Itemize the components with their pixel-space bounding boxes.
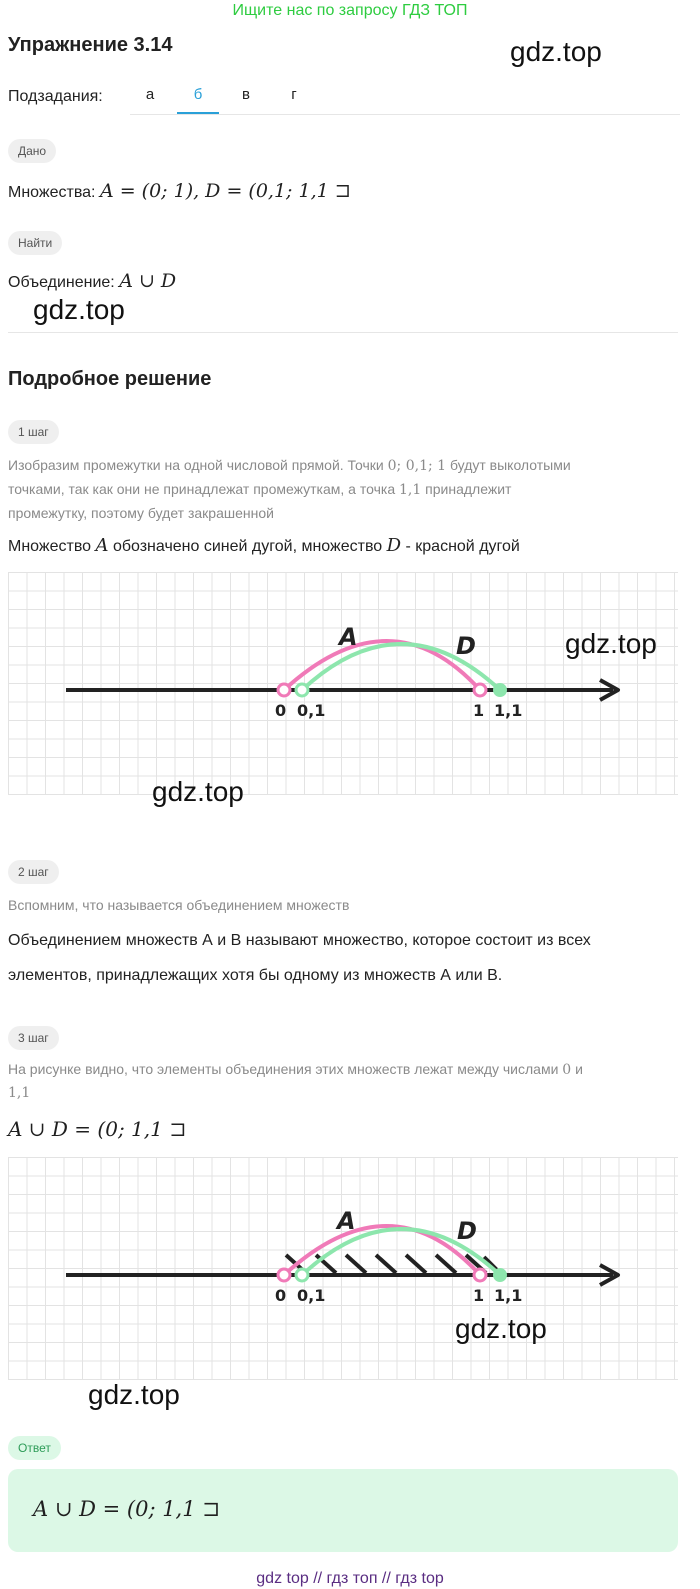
watermark: gdz.top — [510, 36, 602, 67]
answer-formula: A ∪ D = (0; 1,1 ⊐ — [33, 1497, 221, 1521]
step1-description — [8, 535, 520, 556]
search-banner[interactable]: Ищите нас по запросу ГДЗ ТОП — [232, 2, 468, 19]
label-d: D — [457, 1217, 477, 1245]
subtasks-label: Подзадания: — [8, 88, 103, 105]
step3-math: 0 — [562, 1062, 572, 1078]
tick-label: 0,1 — [297, 1286, 326, 1305]
find-chip: Найти — [8, 231, 62, 255]
desc-math-a: A — [95, 535, 109, 556]
answer-chip: Ответ — [8, 1436, 61, 1460]
number-line-figure-1 — [8, 572, 678, 795]
tick-label: 1 — [473, 701, 485, 720]
tab-b[interactable]: б — [193, 86, 203, 103]
desc-text: - красной дугой — [405, 538, 520, 555]
answer-box — [8, 1469, 678, 1552]
tick-label: 1,1 — [494, 701, 523, 720]
desc-text: обозначено синей дугой, множество — [112, 538, 383, 555]
point-0 — [278, 684, 290, 696]
given-label: Множества: — [8, 184, 96, 201]
step3-text: и — [575, 1061, 583, 1077]
tick-label: 1,1 — [494, 1286, 523, 1305]
point-0-1 — [296, 684, 308, 696]
label-a: A — [337, 1207, 356, 1235]
footer-links[interactable]: gdz top // гдз топ // гдз top — [256, 1570, 444, 1587]
tab-a[interactable]: а — [145, 86, 155, 103]
point-1-1 — [494, 1269, 506, 1281]
step3-formula: A ∪ D = (0; 1,1 ⊐ — [8, 1117, 187, 1141]
desc-math-d: D — [386, 535, 402, 556]
watermark: gdz.top — [455, 1313, 547, 1344]
tick-label: 0 — [275, 1286, 287, 1305]
step2-line1: Объединением множеств А и В называют множество, которое состоит из всех — [8, 932, 591, 949]
given-chip: Дано — [8, 139, 56, 163]
step2-chip: 2 шаг — [8, 860, 59, 884]
step1-math: 0; 0,1; 1 — [387, 458, 447, 474]
point-0-1 — [296, 1269, 308, 1281]
point-1-1 — [494, 684, 506, 696]
label-a: A — [339, 623, 358, 651]
step3-math: 1,1 — [8, 1085, 31, 1101]
step1-text: Изобразим промежутки на одной числовой прямой. Точки — [8, 457, 384, 473]
watermark: gdz.top — [565, 628, 657, 659]
active-tab-indicator — [177, 112, 219, 114]
step2-grey: Вспомним, что называется объединением множеств — [8, 897, 350, 913]
watermark: gdz.top — [152, 776, 244, 807]
point-1 — [474, 684, 486, 696]
solution-title: Подробное решение — [8, 368, 212, 390]
arc-a — [284, 641, 480, 690]
watermark: gdz.top — [33, 294, 125, 325]
given-formula: A = (0; 1), D = (0,1; 1,1 ⊐ — [99, 180, 351, 202]
step1-explanation — [8, 454, 688, 525]
step3-grey — [8, 1058, 688, 1105]
step2-line2: элементов, принадлежащих хотя бы одному из множеств А или В. — [8, 967, 503, 984]
subtasks-tabs — [130, 80, 680, 115]
divider — [8, 332, 678, 333]
given-line — [8, 180, 351, 202]
tick-label: 0 — [275, 701, 287, 720]
step3-chip: 3 шаг — [8, 1026, 59, 1050]
tab-g[interactable]: г — [291, 86, 297, 103]
step1-text: принадлежит — [425, 481, 512, 497]
desc-text: Множество — [8, 538, 92, 555]
step1-math: 1,1 — [399, 482, 422, 498]
number-line-svg — [8, 572, 678, 795]
number-line-figure-2 — [8, 1157, 678, 1380]
tick-label: 1 — [473, 1286, 485, 1305]
watermark: gdz.top — [88, 1379, 180, 1410]
step1-text: промежутку, поэтому будет закрашенной — [8, 505, 274, 521]
label-d: D — [456, 632, 476, 660]
point-1 — [474, 1269, 486, 1281]
find-label: Объединение: — [8, 274, 115, 291]
step1-text: точками, так как они не принадлежат промежуткам, а точка — [8, 481, 396, 497]
find-line — [8, 270, 176, 292]
step3-text: На рисунке видно, что элементы объединения этих множеств лежат между числами — [8, 1061, 559, 1077]
step1-chip: 1 шаг — [8, 420, 59, 444]
step1-text: будут выколотыми — [449, 457, 571, 473]
page-title: Упражнение 3.14 — [8, 34, 173, 56]
number-line-svg — [8, 1157, 678, 1380]
point-0 — [278, 1269, 290, 1281]
tab-v[interactable]: в — [242, 86, 250, 103]
tick-label: 0,1 — [297, 701, 326, 720]
find-formula: A ∪ D — [119, 270, 177, 292]
